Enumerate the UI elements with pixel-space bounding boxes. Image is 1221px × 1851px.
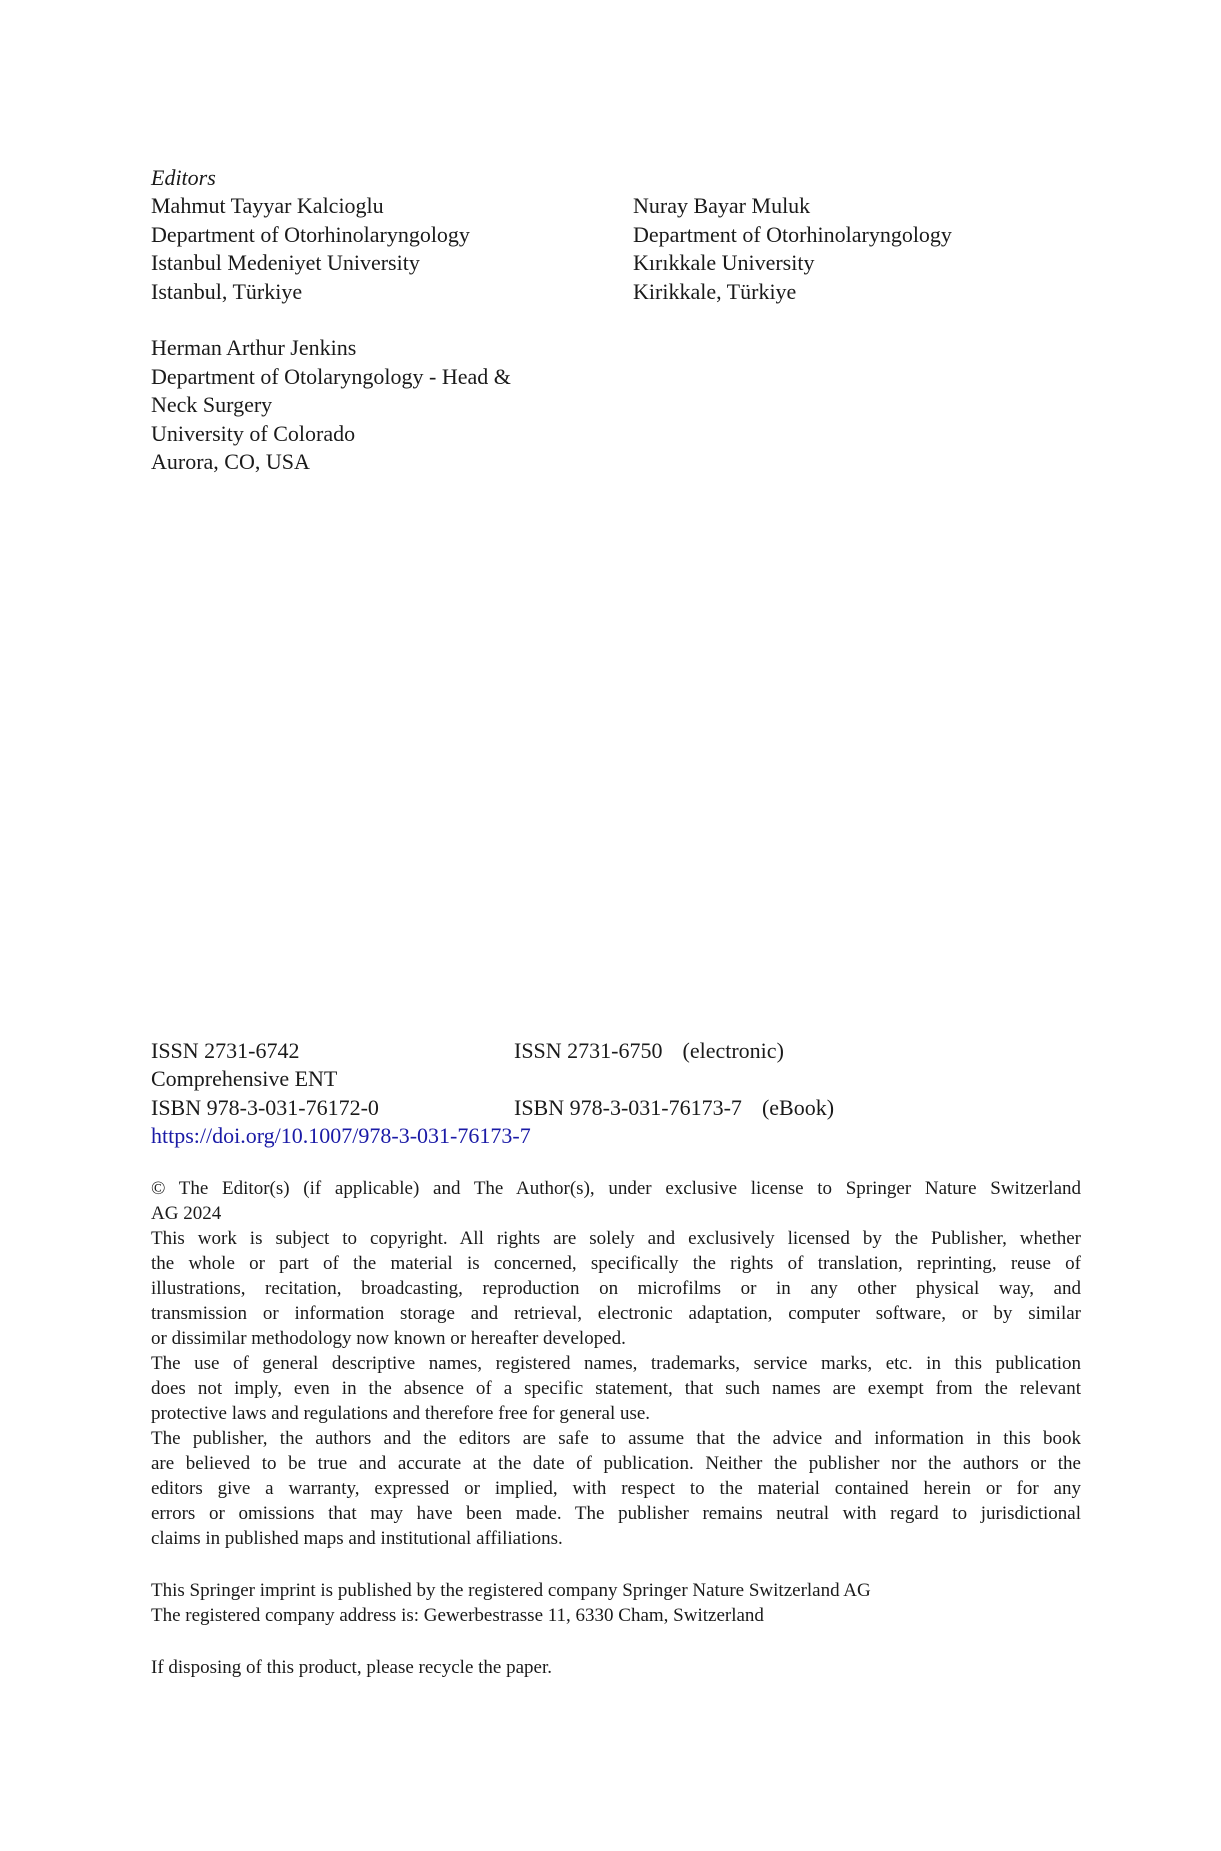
editor-university: University of Colorado xyxy=(151,420,356,446)
legal-line: does not imply, even in the absence of a specific statement, that such names are exempt from the relevant xyxy=(151,1378,1081,1399)
legal-line: illustrations, recitation, broadcasting, reproduction on microfilms or in any other physical way, and xyxy=(151,1278,1081,1299)
isbn-ebook-label: (eBook) xyxy=(761,1094,835,1120)
isbn-ebook: ISBN 978-3-031-76173-7 xyxy=(514,1094,742,1120)
doi-link[interactable]: https://doi.org/10.1007/978-3-031-76173-7 xyxy=(151,1123,531,1149)
editor-name: Herman Arthur Jenkins xyxy=(151,335,357,361)
legal-line: errors or omissions that may have been made. The publisher remains neutral with regard to jurisdictional xyxy=(151,1503,1081,1524)
editor-department: Department of Otolaryngology - Head & xyxy=(151,363,511,389)
issn-print: ISSN 2731-6742 xyxy=(151,1038,300,1063)
editor-name: Mahmut Tayyar Kalcioglu xyxy=(151,193,384,219)
address-line: The registered company address is: Gewerbestrasse 11, 6330 Cham, Switzerland xyxy=(151,1605,764,1626)
editor-location: Aurora, CO, USA xyxy=(151,449,310,475)
legal-line: This work is subject to copyright. All rights are solely and exclusively licensed by the Publisher, whether xyxy=(151,1228,1081,1249)
recycle-note: If disposing of this product, please recycle the paper. xyxy=(151,1657,552,1678)
legal-line: are believed to be true and accurate at the date of publication. Neither the publisher nor the authors or the xyxy=(151,1453,1081,1474)
editor-2 xyxy=(633,192,952,306)
editor-department-cont: Neck Surgery xyxy=(151,392,273,418)
legal-line: claims in published maps and institutional affiliations. xyxy=(151,1528,563,1549)
series-title: Comprehensive ENT xyxy=(151,1066,338,1092)
legal-line: the whole or part of the material is concerned, specifically the rights of translation, reprinting, reuse of xyxy=(151,1253,1081,1274)
editor-name: Nuray Bayar Muluk xyxy=(633,193,811,219)
editors-heading: Editors xyxy=(151,165,216,190)
editor-location: Istanbul, Türkiye xyxy=(151,278,303,304)
editors-block xyxy=(151,164,1151,476)
legal-line: AG 2024 xyxy=(151,1203,222,1224)
editor-university: Istanbul Medeniyet University xyxy=(151,250,420,276)
issn-electronic-label: (electronic) xyxy=(682,1038,784,1063)
editor-location: Kirikkale, Türkiye xyxy=(633,278,797,304)
imprint-block xyxy=(151,1578,871,1628)
editor-university: Kırıkkale University xyxy=(633,250,815,276)
editor-3 xyxy=(151,334,1151,476)
legal-line: The publisher, the authors and the editors are safe to assume that the advice and information in this book xyxy=(151,1428,1081,1449)
issn-electronic: ISSN 2731-6750 xyxy=(514,1038,663,1063)
editor-department: Department of Otorhinolaryngology xyxy=(151,221,470,247)
imprint-line: This Springer imprint is published by the registered company Springer Nature Switzerland AG xyxy=(151,1580,871,1601)
legal-line: or dissimilar methodology now known or hereafter developed. xyxy=(151,1328,626,1349)
legal-line: The use of general descriptive names, registered names, trademarks, service marks, etc. in this publication xyxy=(151,1353,1081,1374)
legal-line: transmission or information storage and retrieval, electronic adaptation, computer software, or by similar xyxy=(151,1303,1081,1324)
legal-line: editors give a warranty, expressed or implied, with respect to the material contained herein or for any xyxy=(151,1478,1081,1499)
identifiers-block xyxy=(151,1037,1151,1151)
legal-notice xyxy=(151,1176,1081,1551)
editor-department: Department of Otorhinolaryngology xyxy=(633,221,952,247)
isbn-print: ISBN 978-3-031-76172-0 xyxy=(151,1094,379,1120)
legal-line: © The Editor(s) (if applicable) and The Author(s), under exclusive license to Springer Nature Switzerland xyxy=(151,1178,1081,1199)
legal-line: protective laws and regulations and therefore free for general use. xyxy=(151,1403,651,1424)
